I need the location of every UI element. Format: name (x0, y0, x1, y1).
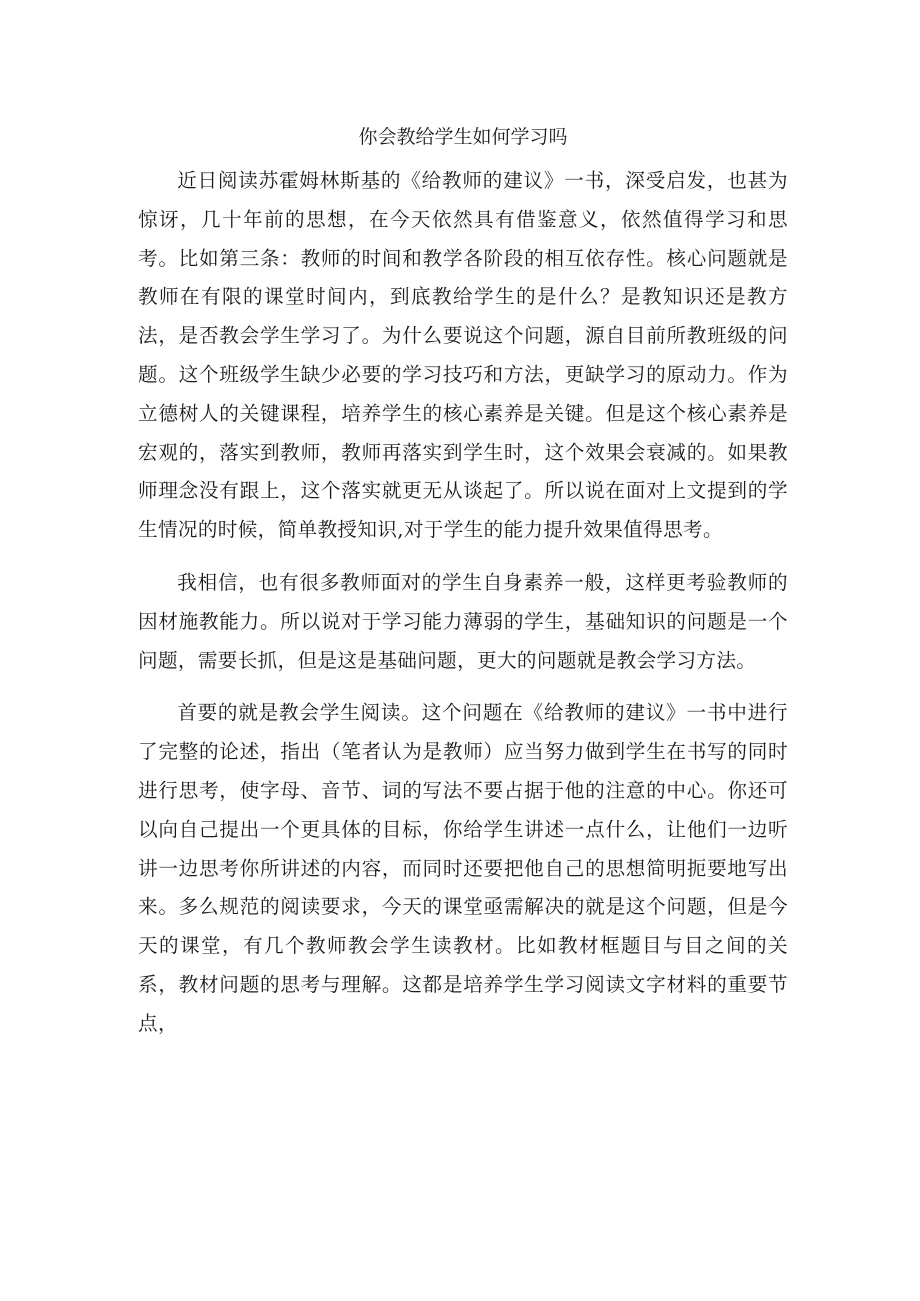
document-title: 你会教给学生如何学习吗 (358, 126, 568, 148)
paragraph-1: 近日阅读苏霍姆林斯基的《给教师的建议》一书，深受启发，也甚为惊讶，几十年前的思想，在今天依然具有借鉴意义，依然值得学习和思考。比如第三条：教师的时间和教学各阶段的相互依存性。核心问题就是教师在有限的课堂时间内，到底教给学生的是什么？是教知识还是教方法，是否教会学生学习了。为什么要说这个问题，源自目前所教班级的问题。这个班级学生缺少必要的学习技巧和方法，更缺学习的原动力。作为立德树人的关键课程，培养学生的核心素养是关键。但是这个核心素养是宏观的，落实到教师，教师再落实到学生时，这个效果会衰减的。如果教师理念没有跟上，这个落实就更无从谈起了。所以说在面对上文提到的学生情况的时候，简单教授知识,对于学生的能力提升效果值得思考。 (138, 169, 788, 542)
document-body (138, 118, 788, 1044)
paragraph-2: 我相信，也有很多教师面对的学生自身素养一般，这样更考验教师的因材施教能力。所以说对于学习能力薄弱的学生，基础知识的问题是一个问题，需要长抓，但是这是基础问题，更大的问题就是教会学习方法。 (138, 570, 788, 672)
paragraph-3: 首要的就是教会学生阅读。这个问题在《给教师的建议》一书中进行了完整的论述，指出（笔者认为是教师）应当努力做到学生在书写的同时进行思考，使字母、音节、词的写法不要占据于他的注意的中心。你还可以向自己提出一个更具体的目标，你给学生讲述一点什么，让他们一边听讲一边思考你所讲述的内容，而同时还要把他自己的思想简明扼要地写出来。多么规范的阅读要求，今天的课堂亟需解决的就是这个问题，但是今天的课堂，有几个教师教会学生读教材。比如教材框题目与目之间的关系，教材问题的思考与理解。这都是培养学生学习阅读文字材料的重要节点， (138, 701, 788, 1035)
